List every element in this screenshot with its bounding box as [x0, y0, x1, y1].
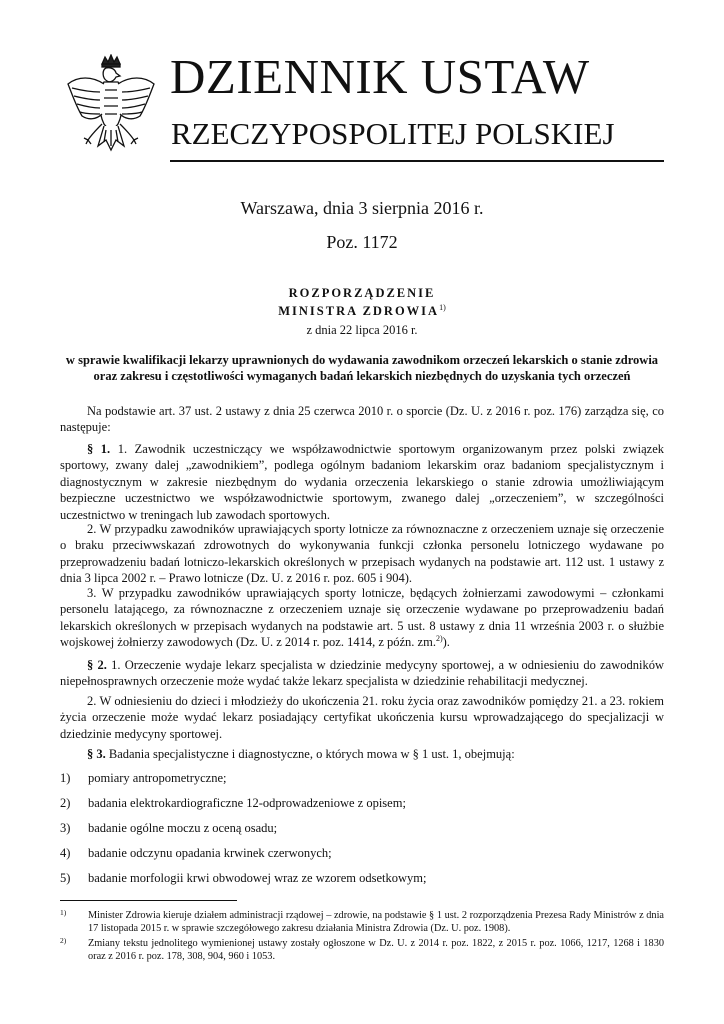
act-subject-line1: w sprawie kwalifikacji lekarzy uprawnionych do wydawania zawodnikom orzeczeń lekarskich o stanie zdrowia [65, 353, 659, 367]
position-number: Poz. 1172 [326, 232, 398, 252]
list-item: 2) badania elektrokardiograficzne 12-odprowadzeniowe z opisem; [60, 796, 406, 810]
footnote-divider [60, 900, 237, 901]
journal-title: DZIENNIK USTAW [170, 49, 590, 104]
section-1-paragraph-1: § 1. 1. Zawodnik uczestniczący we współzawodnictwie sportowym organizowanym przez polski związek sportowy, zwany dalej „zawodnikiem”, podlega ogólnym badaniom lekarskim oraz badaniom specjalistycznym i diagnostycznym w zakresie niezbędnym do wydania orzeczenia lekarskiego o stanie zdrowia umożliwiającym bezpieczne uczestnictwo we współzawodnictwie sportowym, zwanego dalej „orzeczeniem”, w szczególności uczestnictwo w treningach lub zawodach sportowych. [60, 442, 665, 522]
section-3-intro: § 3. Badania specjalistyczne i diagnostyczne, o których mowa w § 1 ust. 1, obejmują: [87, 747, 515, 761]
list-item: 4) badanie odczynu opadania krwinek czerwonych; [60, 846, 332, 860]
footnote-ref-1: 1) [439, 302, 446, 312]
list-item: 5) badanie morfologii krwi obwodowej wraz ze wzorem odsetkowym; [60, 871, 427, 885]
list-item: 3) badanie ogólne moczu z oceną osadu; [60, 821, 278, 835]
act-subject [60, 352, 664, 384]
section-2-paragraph-2: 2. W odniesieniu do dzieci i młodzieży do ukończenia 21. roku życia oraz zawodników pomiędzy 21. a 23. rokiem życia orzeczenie może wydać lekarz posiadający certyfikat ukończenia kursu wprowadzającego do specjalizacji w dziedzinie medycyny sportowej. [60, 694, 664, 741]
list-item: 1) pomiary antropometryczne; [60, 771, 227, 785]
preamble: Na podstawie art. 37 ust. 2 ustawy z dnia 25 czerwca 2010 r. o sporcie (Dz. U. z 2016 r. poz. 176) zarządza się, co następuje: [60, 404, 664, 435]
masthead-divider [170, 160, 664, 162]
section-1-paragraph-3: 3. W przypadku zawodników uprawiających sporty lotnicze, będących żołnierzami zawodowymi – członkami personelu latającego, za równoznaczne z orzeczeniem uznaje się orzeczenie wydawane po przeprowadzeniu badań lekarskich określonych w przepisach wydanych na podstawie art. 5 ust. 8 ustawy z dnia 11 września 2003 r. o służbie wojskowej żołnierzy zawodowych (Dz. U. z 2014 r. poz. 1414, z późn. zm.$^{2)}$). [60, 586, 664, 650]
act-issuer: MINISTRA ZDROWIA$^{1)}$ [278, 302, 446, 318]
section-2-paragraph-1: § 2. 1. Orzeczenie wydaje lekarz specjalista w dziedzinie medycyny sportowej, a w odniesieniu do zawodników niepełnosprawnych orzeczenie może wydać także lekarz specjalista w dziedzinie rehabilitacji medycznej. [60, 658, 665, 689]
act-subject-line2: oraz zakresu i częstotliwości wymaganych badań lekarskich niezbędnych do uzyskania tych orzeczeń [93, 369, 631, 383]
polish-eagle-emblem-icon [64, 54, 158, 166]
act-date: z dnia 22 lipca 2016 r. [306, 323, 418, 337]
act-type: ROZPORZĄDZENIE [288, 286, 436, 300]
journal-subtitle: RZECZYPOSPOLITEJ POLSKIEJ [171, 116, 615, 151]
section-3-label: § 3. [87, 747, 106, 761]
section-1-label: § 1. [87, 442, 111, 456]
publication-date: Warszawa, dnia 3 sierpnia 2016 r. [240, 198, 484, 218]
footnote-ref-2: 2) [435, 634, 443, 644]
section-1-paragraph-2: 2. W przypadku zawodników uprawiających sporty lotnicze za równoznaczne z orzeczeniem uznaje się orzeczenie o braku przeciwwskazań zdrowotnych do wykonywania funkcji członka personelu lotniczego wydawane po przeprowadzeniu badań lotniczo-lekarskich określonych w przepisach wydanych na podstawie art. 112 ust. 1 ustawy z dnia 3 lipca 2002 r. – Prawo lotnicze (Dz. U. z 2016 r. poz. 605 i 904). [60, 522, 664, 586]
section-2-label: § 2. [87, 658, 107, 672]
